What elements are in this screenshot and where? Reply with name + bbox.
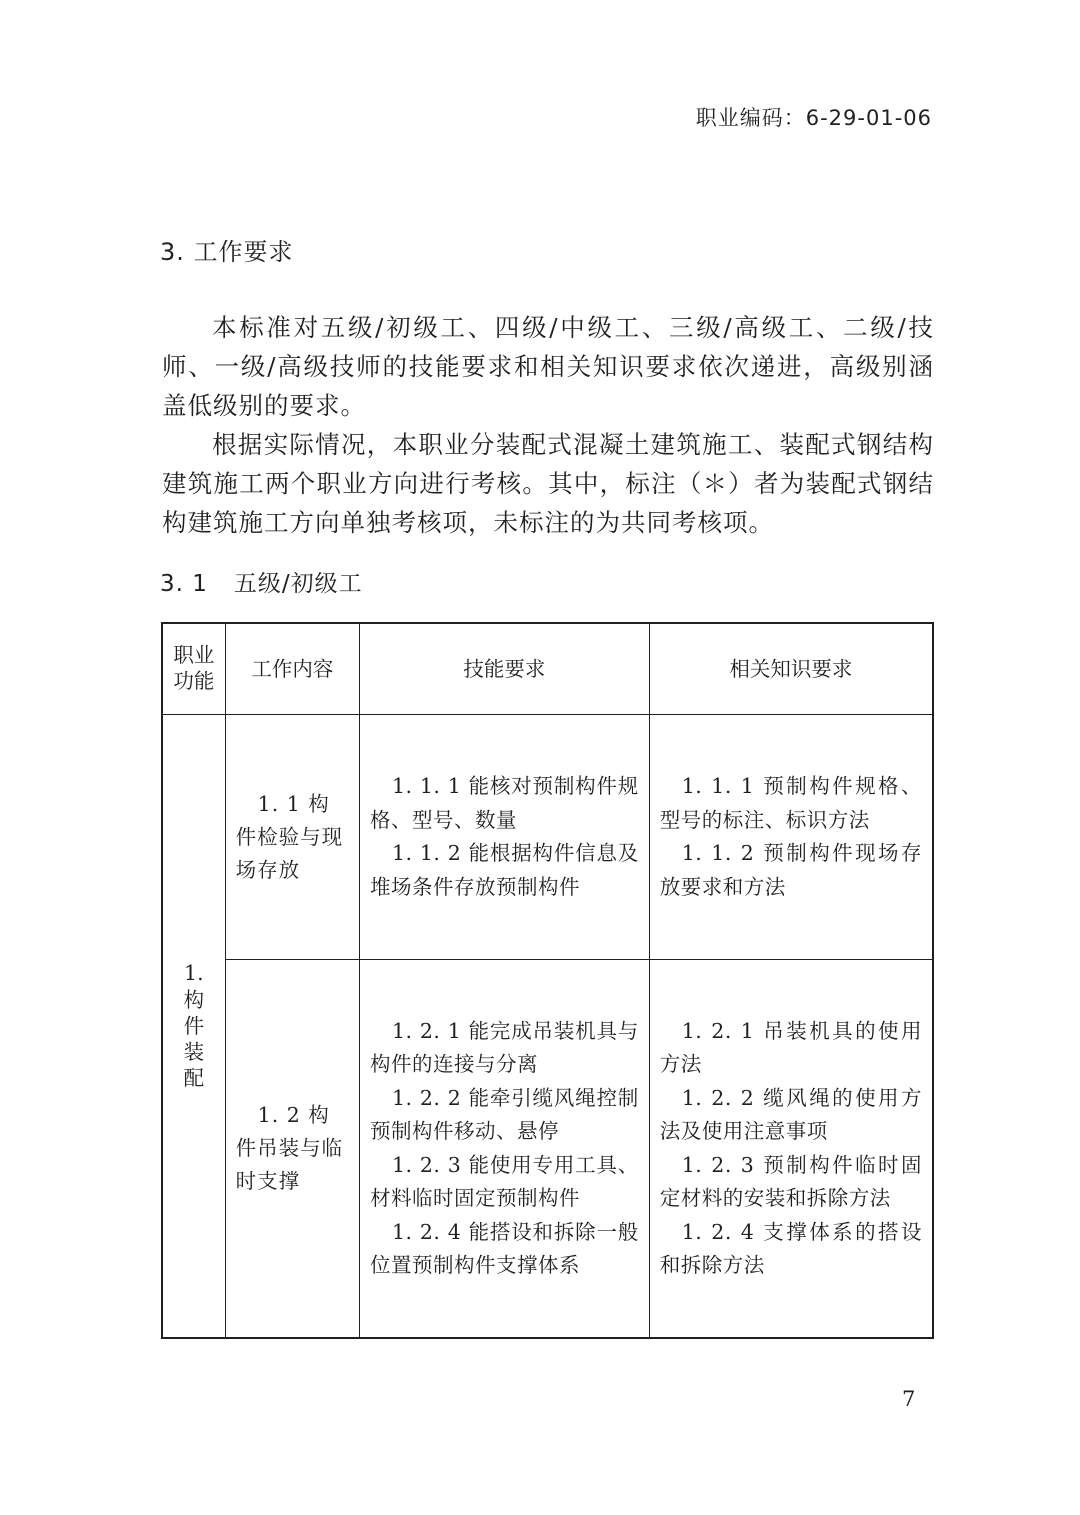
table-row	[162, 715, 933, 960]
skill-item: 1. 1. 2 能根据构件信息及堆场条件存放预制构件	[370, 841, 639, 899]
knowledge-item: 1. 1. 2 预制构件现场存放要求和方法	[659, 841, 922, 899]
header-content: 工作内容	[225, 623, 359, 715]
skill-cell	[360, 715, 650, 960]
page-number: 7	[902, 1387, 916, 1411]
table-header-row	[162, 623, 933, 715]
header-knowledge: 相关知识要求	[649, 623, 933, 715]
skill-item: 1. 2. 3 能使用专用工具、材料临时固定预制构件	[370, 1152, 639, 1210]
knowledge-cell	[649, 715, 933, 960]
subsection-label: 五级/初级工	[233, 571, 363, 597]
function-name: 构件装配	[183, 988, 205, 1090]
table-row	[162, 960, 933, 1339]
knowledge-item: 1. 2. 3 预制构件临时固定材料的安装和拆除方法	[659, 1152, 922, 1210]
skill-item: 1. 2. 2 能牵引缆风绳控制预制构件移动、悬停	[370, 1085, 639, 1143]
function-number: 1.	[184, 961, 204, 985]
knowledge-item: 1. 2. 1 吊装机具的使用方法	[659, 1018, 922, 1076]
header-function: 职业功能	[162, 623, 225, 715]
requirements-table	[161, 622, 934, 1339]
occupation-code: 职业编码：6-29-01-06	[695, 106, 932, 130]
skill-item: 1. 1. 1 能核对预制构件规格、型号、数量	[370, 774, 639, 832]
header-skill: 技能要求	[360, 623, 650, 715]
skill-item: 1. 2. 4 能搭设和拆除一般位置预制构件支撑体系	[370, 1219, 639, 1277]
skill-item: 1. 2. 1 能完成吊装机具与构件的连接与分离	[370, 1018, 639, 1076]
subsection-number: 3. 1	[160, 571, 208, 597]
knowledge-cell	[649, 960, 933, 1339]
section-title: 3. 工作要求	[160, 238, 294, 266]
content-cell: 1. 1 构件检验与现场存放	[225, 715, 359, 960]
knowledge-item: 1. 2. 2 缆风绳的使用方法及使用注意事项	[659, 1085, 922, 1143]
skill-cell	[360, 960, 650, 1339]
intro-paragraph-1: 本标准对五级/初级工、四级/中级工、三级/高级工、二级/技师、一级/高级技师的技能要求和相关知识要求依次递进，高级别涵盖低级别的要求。	[162, 313, 934, 420]
function-cell	[162, 715, 225, 1339]
knowledge-item: 1. 1. 1 预制构件规格、型号的标注、标识方法	[659, 774, 922, 832]
knowledge-item: 1. 2. 4 支撑体系的搭设和拆除方法	[659, 1219, 922, 1277]
subsection-title	[160, 565, 363, 598]
intro-paragraph-2: 根据实际情况，本职业分装配式混凝土建筑施工、装配式钢结构建筑施工两个职业方向进行考核。其中，标注（＊）者为装配式钢结构建筑施工方向单独考核项，未标注的为共同考核项。	[162, 430, 934, 537]
content-cell: 1. 2 构件吊装与临时支撑	[225, 960, 359, 1339]
